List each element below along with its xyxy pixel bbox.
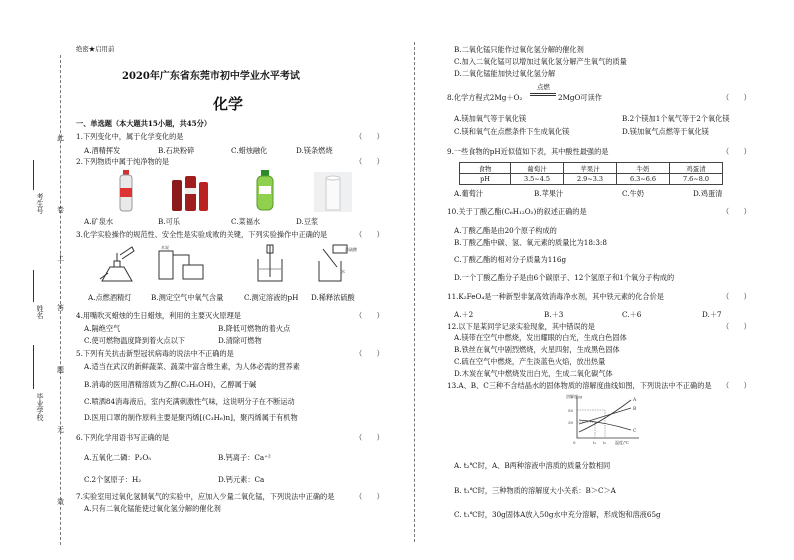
graph-t2: t₂	[603, 440, 607, 445]
q12-option-b[interactable]: B.铁丝在氧气中剧烈燃烧，火星四射，生成黑色固体	[454, 345, 620, 354]
q1-answer-paren[interactable]: （ ）	[355, 132, 384, 141]
q8-equals-sign	[530, 93, 556, 96]
table-header-cell: 鸡蛋清	[670, 163, 723, 174]
q5-answer-paren[interactable]: （ ）	[355, 349, 384, 358]
graph-t1: t₁	[593, 440, 597, 445]
table-cell: 6.3~6.6	[617, 174, 670, 185]
subject-title: 化学	[213, 95, 244, 113]
graph-origin: 0	[573, 440, 576, 445]
q3-answer-paren[interactable]: （ ）	[355, 230, 384, 239]
q7-option-d[interactable]: D.二氧化锰能加快过氧化氢分解	[454, 69, 556, 78]
q7-option-b[interactable]: B.二氧化锰只能作过氧化氢分解的催化剂	[454, 45, 584, 54]
q5-stem: 5.下列有关抗击新型冠状病毒的说法中不正确的是	[76, 349, 234, 358]
q7-option-a[interactable]: A.只有二氧化锰能使过氧化氢分解的催化剂	[84, 504, 221, 513]
q10-option-b[interactable]: B.丁酸乙酯中碳、氢、氧元素的质量比为18:3:8	[454, 238, 607, 247]
q1-option-c[interactable]: C.蜡烛融化	[231, 146, 268, 155]
secret-mark: 绝密★启用前	[76, 45, 115, 53]
q3-option-d[interactable]: D.稀释浓硫酸	[311, 293, 355, 302]
q4-option-d[interactable]: D.清除可燃物	[218, 336, 262, 345]
q6-option-b[interactable]: B.钙离子：Ca⁺²	[218, 453, 271, 462]
q2-stem: 2.下列物质中属于纯净物的是	[76, 157, 170, 166]
curve-label-c: C	[633, 429, 637, 434]
exam-title: 2020年广东省东莞市初中学业水平考试	[122, 71, 300, 82]
q6-option-c[interactable]: C.2个氢原子：H₂	[84, 475, 142, 484]
student-id-label: 考生号	[36, 193, 44, 214]
oxygen-content-diagram	[155, 243, 207, 285]
table-cell: 7.6~8.0	[670, 174, 723, 185]
binding-line-left	[60, 55, 61, 545]
alcohol-lamp-diagram	[96, 243, 138, 285]
table-cell: 3.5~4.5	[511, 174, 564, 185]
graph-xlabel: 温度/℃	[615, 440, 629, 445]
section-heading: 一、单选题（本大题共15小题，共45分）	[76, 119, 212, 128]
q6-option-a[interactable]: A.五氧化二磷：P₂O₅	[84, 453, 152, 462]
center-divider	[414, 42, 415, 542]
q13-answer-paren[interactable]: （ ）	[722, 381, 751, 390]
q1-option-a[interactable]: A.酒精挥发	[84, 146, 121, 155]
cola-bottles-image	[170, 172, 210, 212]
q9-option-d[interactable]: D.鸡蛋清	[693, 189, 723, 198]
q8-stem-pre: 8.化学方程式2Mg＋O₂	[447, 93, 523, 102]
table-cell: pH	[460, 174, 511, 185]
q6-answer-paren[interactable]: （ ）	[355, 433, 384, 442]
q9-option-a[interactable]: A.葡萄汁	[454, 189, 484, 198]
q11-option-c[interactable]: C.＋6	[622, 310, 642, 319]
q8-option-d[interactable]: D.镁加氧气点燃等于氧化镁	[622, 127, 709, 136]
table-cell: 2.9~3.3	[564, 174, 617, 185]
school-label: 毕业学校	[36, 393, 44, 421]
margin-char: 答	[57, 304, 64, 312]
q9-stem: 9.一些食物的pH近似值如下表，其中酸性最强的是	[447, 147, 609, 156]
q11-option-a[interactable]: A.＋2	[454, 310, 474, 319]
q6-option-d[interactable]: D.钙元素：Ca	[218, 475, 265, 484]
q9-answer-paren[interactable]: （ ）	[722, 147, 751, 156]
student-id-line	[33, 160, 34, 190]
name-line	[33, 270, 34, 302]
mineral-water-image	[115, 170, 137, 212]
table-header-cell: 葡萄汁	[511, 163, 564, 174]
q1-stem: 1.下列变化中，属于化学变化的是	[76, 132, 184, 141]
q5-option-c[interactable]: C.喷洒84消毒液后，室内充满刺激性气味，这说明分子在不断运动	[84, 397, 295, 406]
graph-ylabel: 溶解度/g	[566, 394, 582, 399]
q5-option-d[interactable]: D.医用口罩的制作原料主要是聚丙烯[(C₃H₆)n]，聚丙烯属于有机物	[84, 413, 298, 422]
curve-label-a: A	[633, 398, 637, 403]
q3-option-c[interactable]: C.测定溶液的pH	[244, 293, 299, 302]
q5-option-b[interactable]: B.消毒的医用酒精溶质为乙醇(C₂H₅OH)，乙醇属于碱	[84, 380, 257, 389]
q13-option-c[interactable]: C. t₁℃时，30g固体A放入50g水中充分溶解，形成饱和溶液65g	[454, 510, 661, 519]
q12-option-a[interactable]: A.镁带在空气中燃烧，发出耀眼的白光，生成白色固体	[454, 333, 627, 342]
q11-answer-paren[interactable]: （ ）	[722, 292, 751, 301]
q8-answer-paren[interactable]: （ ）	[722, 93, 751, 102]
ph-table	[459, 162, 723, 185]
q8-option-c[interactable]: C.镁和氧气在点燃条件下生成氧化镁	[454, 127, 570, 136]
soy-milk-image	[314, 172, 352, 212]
graph-y30: 30	[568, 420, 574, 425]
q13-option-b[interactable]: B. t₁℃时，三种物质的溶解度大小关系：B＞C＞A	[454, 486, 616, 495]
q9-option-b[interactable]: B.苹果汁	[534, 189, 564, 198]
margin-char: 无	[57, 426, 64, 434]
margin-char: 上	[57, 254, 64, 262]
q2-option-c[interactable]: C.菜福水	[231, 217, 261, 226]
q4-option-b[interactable]: B.降低可燃物的着火点	[218, 324, 291, 333]
vegetable-juice-image	[254, 170, 276, 212]
q8-option-a[interactable]: A.镁加氧气等于氧化镁	[454, 114, 527, 123]
svg-text:水: 水	[341, 269, 345, 274]
margin-char: 效	[57, 498, 64, 506]
q10-option-d[interactable]: D.一个丁酸乙酯分子是由6个碳原子、12个氢原子和1个氧分子构成的	[454, 273, 675, 282]
q3-stem: 3.化学实验操作的规范性、安全性是实验成败的关键，下列实验操作中正确的是	[76, 230, 328, 239]
q13-option-a[interactable]: A. t₂℃时，A、B两种溶液中溶质的质量分数相同	[454, 461, 611, 470]
graph-y50: 50	[568, 408, 574, 413]
q4-option-a[interactable]: A.隔绝空气	[84, 324, 121, 333]
q8-condition: 点燃	[537, 83, 550, 91]
svg-text:木炭: 木炭	[161, 245, 169, 250]
q10-answer-paren[interactable]: （ ）	[722, 207, 751, 216]
q7-answer-paren[interactable]: （ ）	[355, 492, 384, 501]
q11-stem: 11.K₂FeO₄是一种新型非氯高效消毒净水剂，其中铁元素的化合价是	[447, 292, 664, 301]
q7-stem: 7.实验室用过氧化氢制氧气的实验中，应加入少量二氧化锰，下列说法中正确的是	[76, 492, 335, 501]
q6-stem: 6.下列化学用语书写正确的是	[76, 433, 170, 442]
q10-stem: 10.关于丁酸乙酯(C₆H₁₂O₂)的叙述正确的是	[447, 207, 587, 216]
name-label: 姓名	[36, 305, 44, 319]
q8-option-b[interactable]: B.2个镁加1个氧气等于2个氧化镁	[622, 114, 730, 123]
margin-char: 此	[57, 134, 64, 142]
curve-label-b: B	[633, 407, 637, 412]
q8-stem-post: 2MgO可读作	[558, 93, 602, 102]
q12-option-c[interactable]: C.硫在空气中燃烧，产生淡蓝色火焰，放出热量	[454, 357, 606, 366]
school-line	[33, 345, 34, 389]
q12-answer-paren[interactable]: （ ）	[722, 322, 751, 331]
q12-stem: 12.以下是某同学记录实验现象，其中错误的是	[447, 322, 595, 331]
q12-option-d[interactable]: D.木炭在氧气中燃烧发出白光，生成二氧化碳气体	[454, 369, 613, 378]
q2-answer-paren[interactable]: （ ）	[355, 157, 384, 166]
q4-option-c[interactable]: C.使可燃物温度降到着火点以下	[84, 336, 185, 345]
q10-option-c[interactable]: C.丁酸乙酯的相对分子质量为116g	[454, 255, 567, 264]
q4-stem: 4.用嘴吹灭蜡烛的生日蜡烛，利用的主要灭火原理是	[76, 311, 241, 320]
q2-option-b[interactable]: B.可乐	[158, 217, 180, 226]
q7-option-c[interactable]: C.加入二氧化锰可以增加过氧化氢分解产生氧气的质量	[454, 57, 627, 66]
q3-option-a[interactable]: A.点燃酒精灯	[88, 293, 132, 302]
q13-stem: 13.A、B、C三种不含结晶水的固体物质的溶解度曲线如图，下列说法中不正确的是	[447, 381, 712, 390]
solubility-curve-graph	[565, 394, 645, 446]
margin-char: 题	[57, 366, 64, 374]
q2-option-a[interactable]: A.矿泉水	[84, 217, 114, 226]
q2-option-d[interactable]: D.豆浆	[296, 217, 319, 226]
table-header-cell: 牛奶	[617, 163, 670, 174]
svg-text:浓硫酸: 浓硫酸	[345, 247, 357, 252]
q3-option-b[interactable]: B.测定空气中氧气含量	[151, 293, 224, 302]
q5-option-a[interactable]: A.适当在武汉的新鲜蔬菜、蔬菜中富含维生素，为人体必需的营养素	[84, 362, 300, 371]
q1-option-d[interactable]: D.镁条燃烧	[296, 146, 333, 155]
q11-option-b[interactable]: B.＋3	[544, 310, 564, 319]
q1-option-b[interactable]: B.石块粉碎	[158, 146, 195, 155]
table-header-cell: 食物	[460, 163, 511, 174]
ph-test-diagram	[252, 243, 288, 285]
table-header-cell: 苹果汁	[564, 163, 617, 174]
q4-answer-paren[interactable]: （ ）	[355, 311, 384, 320]
q11-option-d[interactable]: D.＋7	[702, 310, 722, 319]
dilute-acid-diagram	[315, 243, 361, 285]
table-row	[460, 174, 723, 185]
q9-option-c[interactable]: C.牛奶	[622, 189, 644, 198]
q10-option-a[interactable]: A.丁酸乙酯是由20个原子构成的	[454, 226, 557, 235]
margin-char: 卷	[57, 206, 64, 214]
table-row	[460, 163, 723, 174]
